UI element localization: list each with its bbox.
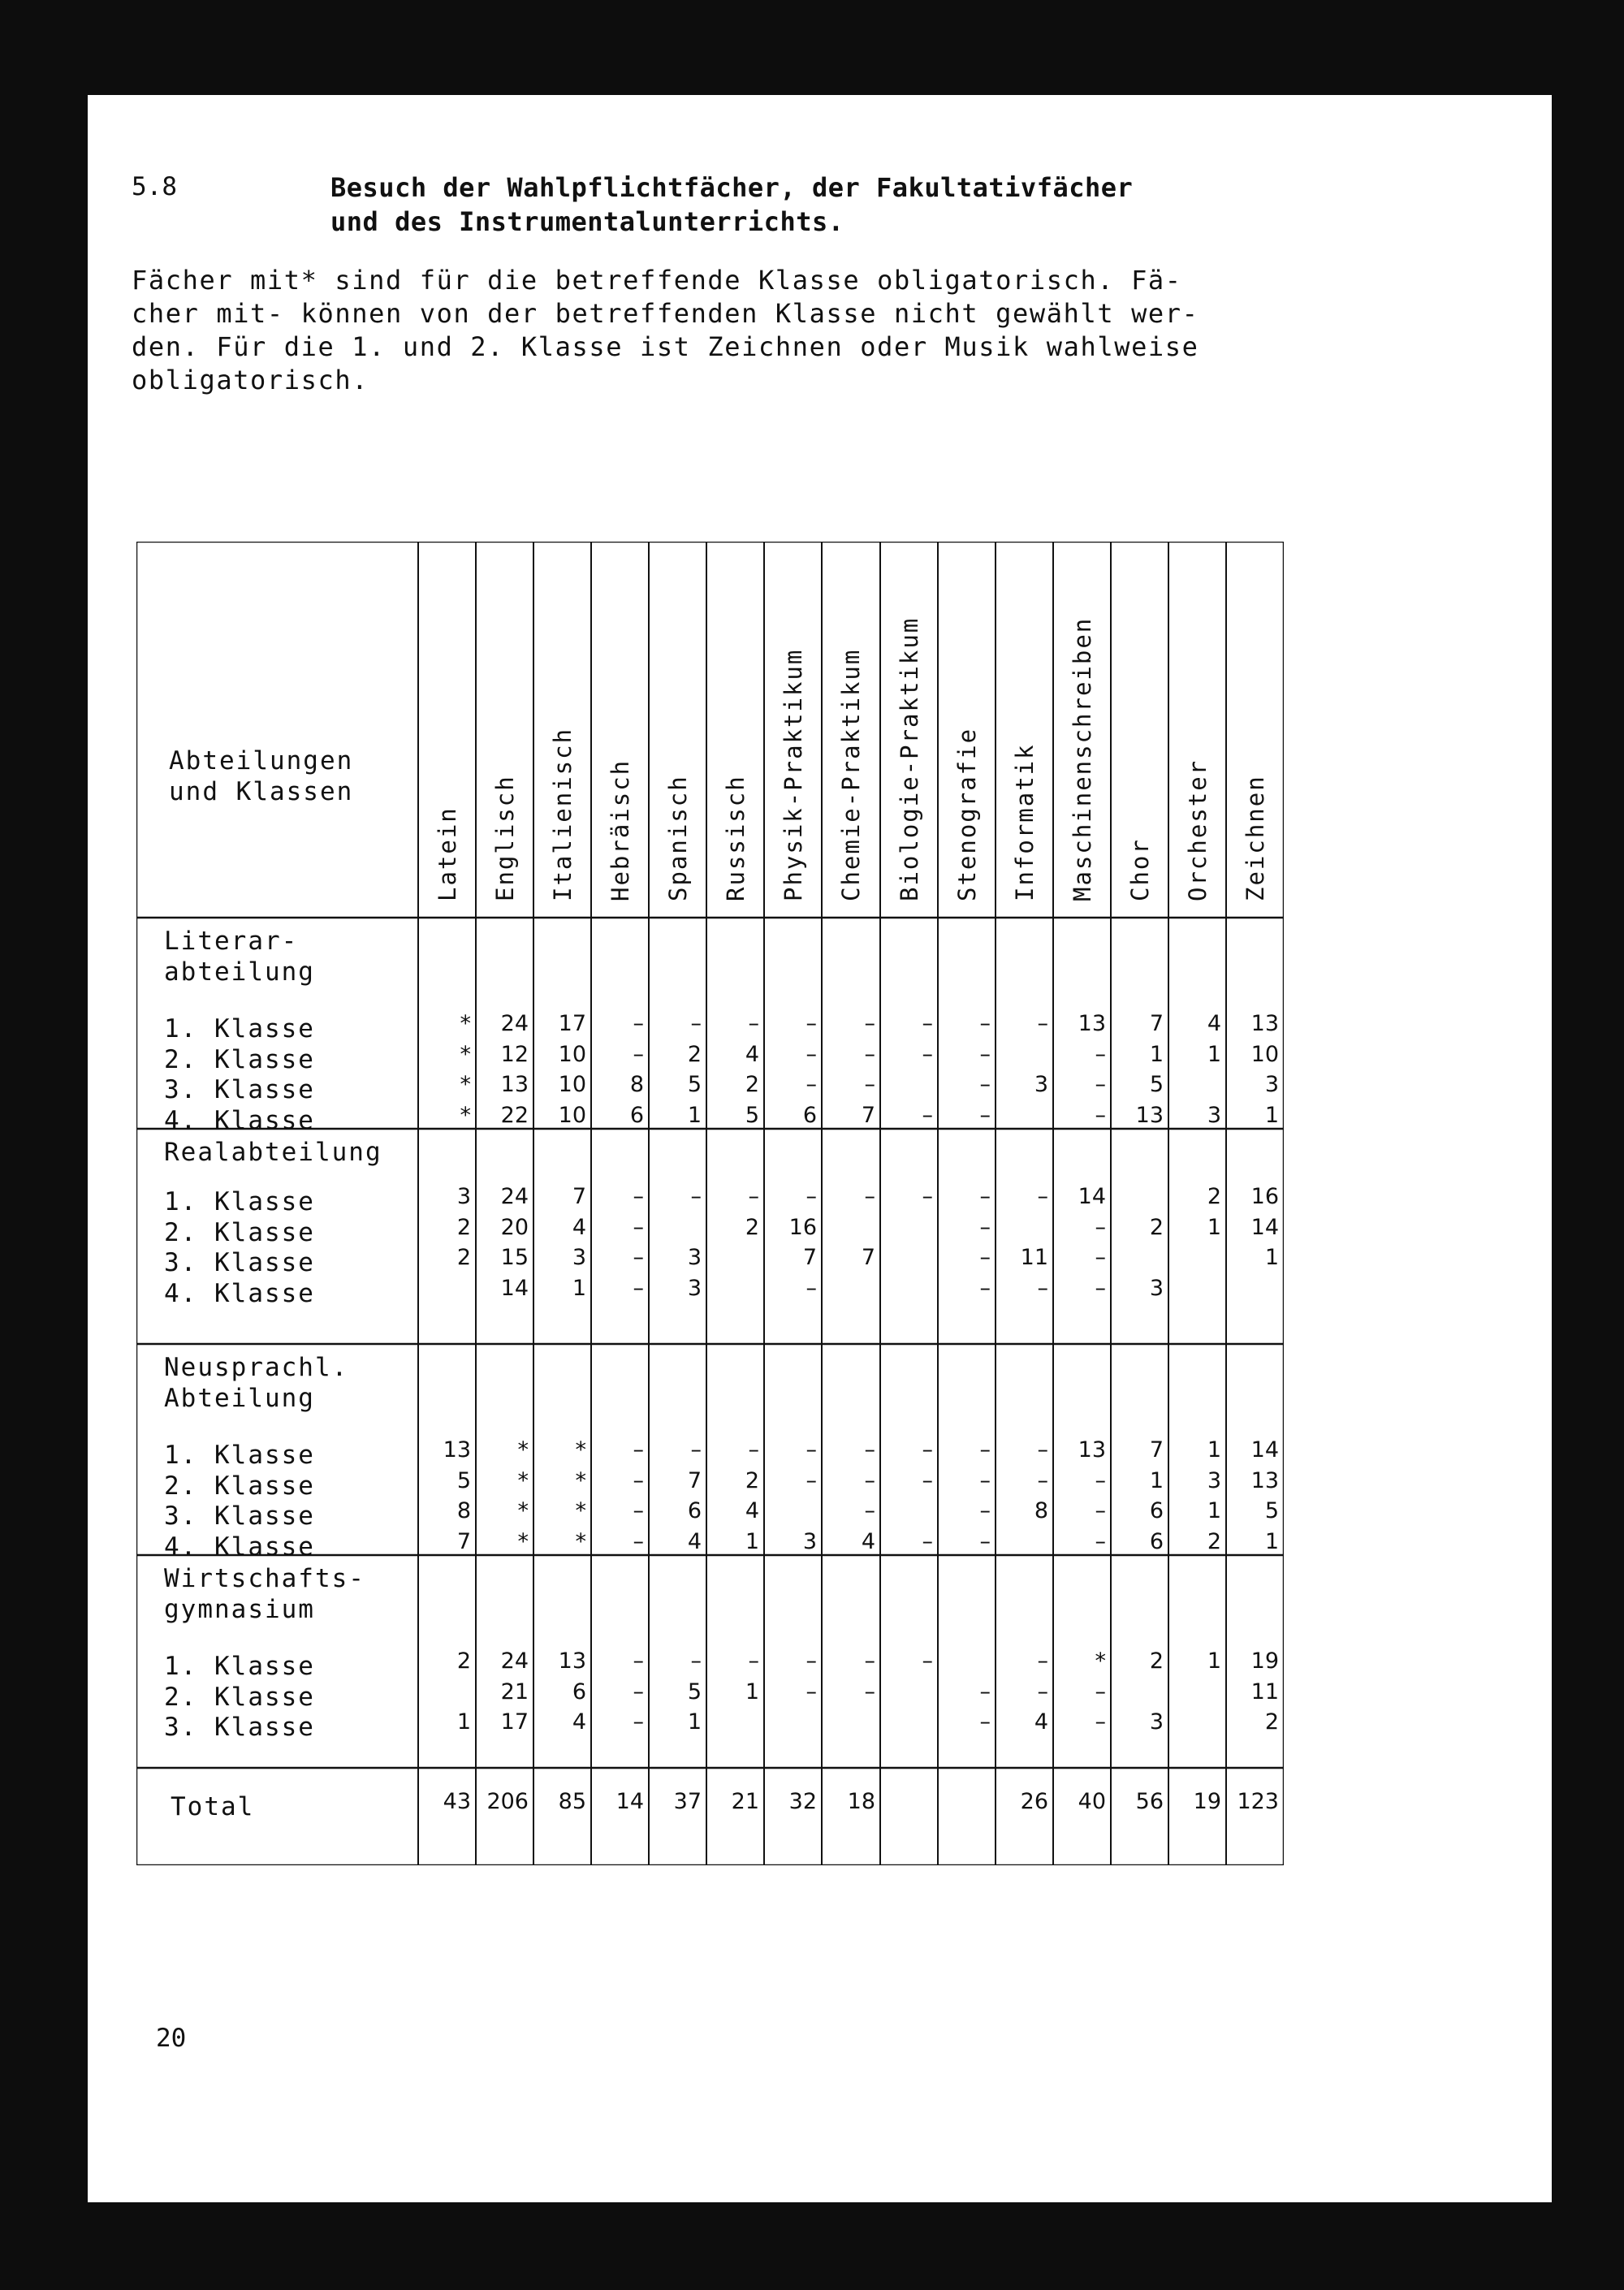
table-cell: –: [748, 1648, 759, 1674]
table-cell: 17: [500, 1709, 529, 1735]
table-cell: *: [575, 1498, 586, 1523]
table-cell: –: [922, 1102, 933, 1128]
corner-label-line-2: und Klassen: [169, 777, 354, 806]
corner-label-line-1: Abteilungen: [169, 746, 354, 776]
table-cell: 19: [1250, 1648, 1279, 1674]
column-header-russisch: Russisch: [721, 775, 749, 901]
total-cell: 40: [1078, 1789, 1106, 1814]
table-cell: –: [979, 1679, 991, 1705]
table-cell: 4: [687, 1528, 702, 1554]
table-cell: 3: [1149, 1709, 1164, 1735]
table-cell: –: [748, 1184, 759, 1209]
table-cell: *: [517, 1498, 529, 1523]
table-cell: –: [1037, 1648, 1048, 1674]
table-cell: 5: [745, 1102, 759, 1128]
table-cell: 16: [1250, 1184, 1279, 1209]
table-cell: –: [1095, 1498, 1106, 1523]
total-cell: 18: [847, 1789, 875, 1814]
table-cell: –: [748, 1437, 759, 1463]
table-cell: –: [1095, 1467, 1106, 1493]
table-cell: 2: [745, 1467, 759, 1493]
table-cell: –: [979, 1011, 991, 1036]
row-label: 4. Klasse: [164, 1105, 315, 1135]
table-cell: 13: [1135, 1102, 1164, 1128]
table-cell: 14: [1250, 1214, 1279, 1240]
table-cell: –: [979, 1275, 991, 1301]
table-cell: 7: [1149, 1011, 1164, 1036]
page-number: 20: [156, 2024, 187, 2053]
row-label: 3. Klasse: [164, 1501, 315, 1531]
table-cell: 13: [1078, 1437, 1106, 1463]
row-label: 4. Klasse: [164, 1532, 315, 1562]
table-cell: 24: [500, 1648, 529, 1674]
intro-paragraph: [132, 264, 1382, 397]
column-header-physik-praktikum: Physik-Praktikum: [779, 648, 807, 901]
table-cell: 7: [861, 1102, 875, 1128]
table-cell: –: [922, 1467, 933, 1493]
table-cell: –: [979, 1214, 991, 1240]
table-cell: –: [806, 1011, 817, 1036]
table-cell: –: [633, 1709, 644, 1735]
total-cell: 21: [731, 1789, 759, 1814]
section-title-line-2: und des Instrumentalunterrichts.: [330, 206, 844, 237]
table-cell: 8: [456, 1498, 471, 1523]
table-cell: 3: [687, 1245, 702, 1270]
table-cell: 7: [802, 1245, 817, 1270]
table-cell: –: [864, 1467, 875, 1493]
table-cell: 13: [558, 1648, 586, 1674]
table-cell: –: [1095, 1214, 1106, 1240]
table-cell: –: [1095, 1709, 1106, 1735]
column-header-chor: Chor: [1125, 838, 1154, 901]
table-cell: 2: [456, 1245, 471, 1270]
table-cell: 1: [745, 1528, 759, 1554]
table-cell: 3: [572, 1245, 586, 1270]
row-label: 3. Klasse: [164, 1075, 315, 1104]
table-cell: *: [517, 1437, 529, 1463]
section-title: Literar-: [164, 927, 299, 956]
table-cell: 22: [500, 1102, 529, 1128]
table-cell: 2: [456, 1214, 471, 1240]
intro-line: obligatorisch.: [132, 365, 369, 395]
total-cell: 123: [1237, 1789, 1279, 1814]
table-cell: –: [1095, 1072, 1106, 1097]
column-header-latein: Latein: [433, 806, 461, 901]
table-cell: –: [864, 1184, 875, 1209]
table-cell: 13: [443, 1437, 471, 1463]
intro-line: Fächer mit* sind für die betreffende Klasse obligatorisch. Fä-: [132, 265, 1182, 296]
table-cell: –: [922, 1437, 933, 1463]
table-cell: –: [633, 1184, 644, 1209]
table-cell: –: [1095, 1245, 1106, 1270]
table-cell: –: [979, 1245, 991, 1270]
table-cell: 4: [745, 1498, 759, 1523]
table-cell: –: [864, 1498, 875, 1523]
table-cell: 6: [1149, 1528, 1164, 1554]
row-label: 1. Klasse: [164, 1652, 315, 1681]
column-header-zeichnen: Zeichnen: [1241, 775, 1269, 901]
row-label: 1. Klasse: [164, 1187, 315, 1216]
table-cell: 1: [572, 1275, 586, 1301]
section-title: gymnasium: [164, 1595, 315, 1624]
table-cell: 14: [1078, 1184, 1106, 1209]
table-cell: 13: [1250, 1011, 1279, 1036]
table-cell: –: [979, 1709, 991, 1735]
table-cell: 6: [802, 1102, 817, 1128]
table-cell: 5: [1149, 1072, 1164, 1097]
table-cell: –: [979, 1041, 991, 1067]
table-cell: –: [633, 1467, 644, 1493]
section-title: Neusprachl.: [164, 1353, 349, 1382]
subject-attendance-table: [136, 542, 1284, 1865]
table-cell: 1: [1149, 1041, 1164, 1067]
column-header-maschinenschreiben: Maschinenschreiben: [1068, 616, 1096, 901]
table-cell: 6: [687, 1498, 702, 1523]
table-cell: –: [633, 1679, 644, 1705]
table-cell: 15: [500, 1245, 529, 1270]
total-cell: 19: [1193, 1789, 1221, 1814]
table-cell: –: [806, 1184, 817, 1209]
table-cell: 1: [687, 1709, 702, 1735]
total-cell: 85: [558, 1789, 586, 1814]
table-cell: 12: [500, 1041, 529, 1067]
section-title-line-1: Besuch der Wahlpflichtfächer, der Fakultativfächer: [330, 172, 1134, 203]
table-cell: 2: [745, 1214, 759, 1240]
table-cell: 3: [1207, 1467, 1221, 1493]
row-label: 2. Klasse: [164, 1044, 315, 1074]
table-cell: *: [575, 1437, 586, 1463]
table-cell: 1: [1264, 1245, 1279, 1270]
section-number: 5.8: [132, 172, 177, 201]
table-cell: 24: [500, 1184, 529, 1209]
total-cell: 43: [443, 1789, 471, 1814]
table-cell: –: [806, 1679, 817, 1705]
row-label: 3. Klasse: [164, 1248, 315, 1277]
table-cell: 3: [1207, 1102, 1221, 1128]
table-cell: 14: [500, 1275, 529, 1301]
table-cell: 4: [745, 1041, 759, 1067]
row-label: 2. Klasse: [164, 1217, 315, 1247]
table-cell: 7: [572, 1184, 586, 1209]
table-cell: 2: [1149, 1214, 1164, 1240]
table-cell: 14: [1250, 1437, 1279, 1463]
table-cell: 10: [558, 1072, 586, 1097]
table-cell: 4: [572, 1214, 586, 1240]
table-cell: –: [979, 1072, 991, 1097]
table-cell: –: [806, 1437, 817, 1463]
table-cell: 4: [572, 1709, 586, 1735]
table-cell: –: [806, 1072, 817, 1097]
table-cell: 5: [1264, 1498, 1279, 1523]
table-cell: –: [922, 1528, 933, 1554]
table-cell: –: [1037, 1467, 1048, 1493]
table-cell: 2: [1264, 1709, 1279, 1735]
table-cell: 2: [1207, 1184, 1221, 1209]
table-cell: *: [460, 1011, 471, 1036]
table-cell: –: [690, 1648, 702, 1674]
table-cell: 1: [687, 1102, 702, 1128]
table-cell: –: [690, 1437, 702, 1463]
table-cell: –: [864, 1648, 875, 1674]
table-cell: 1: [456, 1709, 471, 1735]
table-cell: 5: [456, 1467, 471, 1493]
table-cell: –: [806, 1467, 817, 1493]
table-cell: –: [979, 1102, 991, 1128]
column-header-spanisch: Spanisch: [663, 775, 692, 901]
table-cell: 24: [500, 1011, 529, 1036]
table-cell: 10: [558, 1041, 586, 1067]
table-cell: –: [1037, 1011, 1048, 1036]
table-cell: –: [1037, 1275, 1048, 1301]
table-cell: 6: [572, 1679, 586, 1705]
row-label: 2. Klasse: [164, 1471, 315, 1501]
column-header-stenografie: Stenografie: [952, 727, 981, 901]
table-cell: 13: [500, 1072, 529, 1097]
total-cell: 26: [1020, 1789, 1048, 1814]
table-cell: *: [460, 1102, 471, 1128]
table-cell: 2: [745, 1072, 759, 1097]
table-cell: 7: [456, 1528, 471, 1554]
table-cell: 13: [1078, 1011, 1106, 1036]
table-cell: 2: [1149, 1648, 1164, 1674]
table-cell: 10: [558, 1102, 586, 1128]
table-cell: –: [1095, 1041, 1106, 1067]
table-cell: 7: [1149, 1437, 1164, 1463]
total-cell: 56: [1135, 1789, 1164, 1814]
column-header-informatik: Informatik: [1010, 743, 1039, 901]
table-cell: –: [633, 1528, 644, 1554]
row-label: 2. Klasse: [164, 1682, 315, 1712]
table-cell: –: [979, 1498, 991, 1523]
table-cell: –: [979, 1528, 991, 1554]
table-cell: –: [979, 1467, 991, 1493]
table-cell: 7: [687, 1467, 702, 1493]
total-cell: 37: [673, 1789, 702, 1814]
column-header-chemie-praktikum: Chemie-Praktikum: [837, 648, 865, 901]
table-cell: 3: [1149, 1275, 1164, 1301]
table-cell: –: [633, 1437, 644, 1463]
table-cell: 5: [687, 1679, 702, 1705]
table-cell: 1: [1207, 1648, 1221, 1674]
table-cell: 17: [558, 1011, 586, 1036]
column-header-hebräisch: Hebräisch: [606, 758, 634, 901]
table-cell: 5: [687, 1072, 702, 1097]
table-cell: 3: [456, 1184, 471, 1209]
table-cell: 1: [1207, 1214, 1221, 1240]
table-cell: 6: [629, 1102, 644, 1128]
table-cell: *: [517, 1467, 529, 1493]
row-label: 1. Klasse: [164, 1014, 315, 1043]
table-cell: –: [633, 1245, 644, 1270]
section-title: Wirtschafts-: [164, 1564, 365, 1593]
table-cell: –: [633, 1011, 644, 1036]
table-cell: 4: [1207, 1011, 1221, 1036]
table-cell: 7: [861, 1245, 875, 1270]
table-cell: –: [922, 1041, 933, 1067]
table-cell: –: [633, 1214, 644, 1240]
table-cell: –: [806, 1041, 817, 1067]
row-label: 3. Klasse: [164, 1713, 315, 1742]
table-cell: –: [1095, 1528, 1106, 1554]
total-cell: 206: [486, 1789, 529, 1814]
table-cell: –: [1037, 1679, 1048, 1705]
table-cell: –: [806, 1275, 817, 1301]
table-cell: –: [922, 1648, 933, 1674]
table-cell: 21: [500, 1679, 529, 1705]
table-cell: 1: [1207, 1041, 1221, 1067]
table-cell: 3: [687, 1275, 702, 1301]
table-cell: 2: [456, 1648, 471, 1674]
table-cell: *: [1095, 1648, 1106, 1674]
table-cell: –: [979, 1437, 991, 1463]
total-cell: 32: [788, 1789, 817, 1814]
table-cell: *: [575, 1528, 586, 1554]
table-cell: 8: [1034, 1498, 1048, 1523]
table-cell: 13: [1250, 1467, 1279, 1493]
table-cell: 11: [1250, 1679, 1279, 1705]
table-cell: 3: [1264, 1072, 1279, 1097]
table-cell: –: [922, 1011, 933, 1036]
table-cell: 1: [1207, 1437, 1221, 1463]
table-cell: –: [1095, 1102, 1106, 1128]
table-cell: –: [1037, 1184, 1048, 1209]
table-cell: –: [1037, 1437, 1048, 1463]
table-cell: –: [922, 1184, 933, 1209]
table-cell: 1: [1207, 1498, 1221, 1523]
table-cell: –: [633, 1648, 644, 1674]
table-cell: 3: [802, 1528, 817, 1554]
section-title: Realabteilung: [164, 1138, 382, 1167]
section-title: Abteilung: [164, 1384, 315, 1413]
table-cell: –: [864, 1011, 875, 1036]
table-cell: *: [460, 1041, 471, 1067]
table-cell: 6: [1149, 1498, 1164, 1523]
section-title: [330, 171, 1386, 239]
table-cell: 16: [788, 1214, 817, 1240]
table-cell: 3: [1034, 1072, 1048, 1097]
column-header-englisch: Englisch: [490, 775, 519, 901]
column-header-orchester: Orchester: [1183, 758, 1212, 901]
table-cell: –: [864, 1072, 875, 1097]
table-cell: *: [575, 1467, 586, 1493]
intro-line: den. Für die 1. und 2. Klasse ist Zeichnen oder Musik wahlweise: [132, 331, 1199, 362]
table-cell: –: [864, 1041, 875, 1067]
table-cell: *: [460, 1072, 471, 1097]
table-cell: 4: [861, 1528, 875, 1554]
table-cell: 1: [1264, 1102, 1279, 1128]
row-label: 4. Klasse: [164, 1278, 315, 1308]
row-label: 1. Klasse: [164, 1441, 315, 1470]
table-cell: *: [517, 1528, 529, 1554]
table-cell: –: [806, 1648, 817, 1674]
table-cell: 2: [1207, 1528, 1221, 1554]
table-cell: 4: [1034, 1709, 1048, 1735]
table-cell: –: [1095, 1275, 1106, 1301]
total-label: Total: [171, 1792, 255, 1821]
table-cell: –: [864, 1679, 875, 1705]
table-cell: 2: [687, 1041, 702, 1067]
table-cell: 1: [1149, 1467, 1164, 1493]
table-cell: –: [864, 1437, 875, 1463]
table-cell: –: [748, 1011, 759, 1036]
table-cell: –: [1095, 1679, 1106, 1705]
table-cell: 20: [500, 1214, 529, 1240]
total-cell: 14: [615, 1789, 644, 1814]
table-cell: 11: [1020, 1245, 1048, 1270]
intro-line: cher mit- können von der betreffenden Klasse nicht gewählt wer-: [132, 298, 1199, 329]
table-cell: 1: [745, 1679, 759, 1705]
table-cell: 10: [1250, 1041, 1279, 1067]
table-cell: –: [690, 1184, 702, 1209]
table-cell: –: [633, 1498, 644, 1523]
section-title: abteilung: [164, 957, 315, 987]
table-cell: –: [979, 1184, 991, 1209]
table-cell: 8: [629, 1072, 644, 1097]
column-header-biologie-praktikum: Biologie-Praktikum: [895, 616, 923, 901]
table-cell: –: [633, 1275, 644, 1301]
table-cell: –: [690, 1011, 702, 1036]
table-cell: –: [633, 1041, 644, 1067]
table-cell: 1: [1264, 1528, 1279, 1554]
column-header-italienisch: Italienisch: [548, 727, 577, 901]
